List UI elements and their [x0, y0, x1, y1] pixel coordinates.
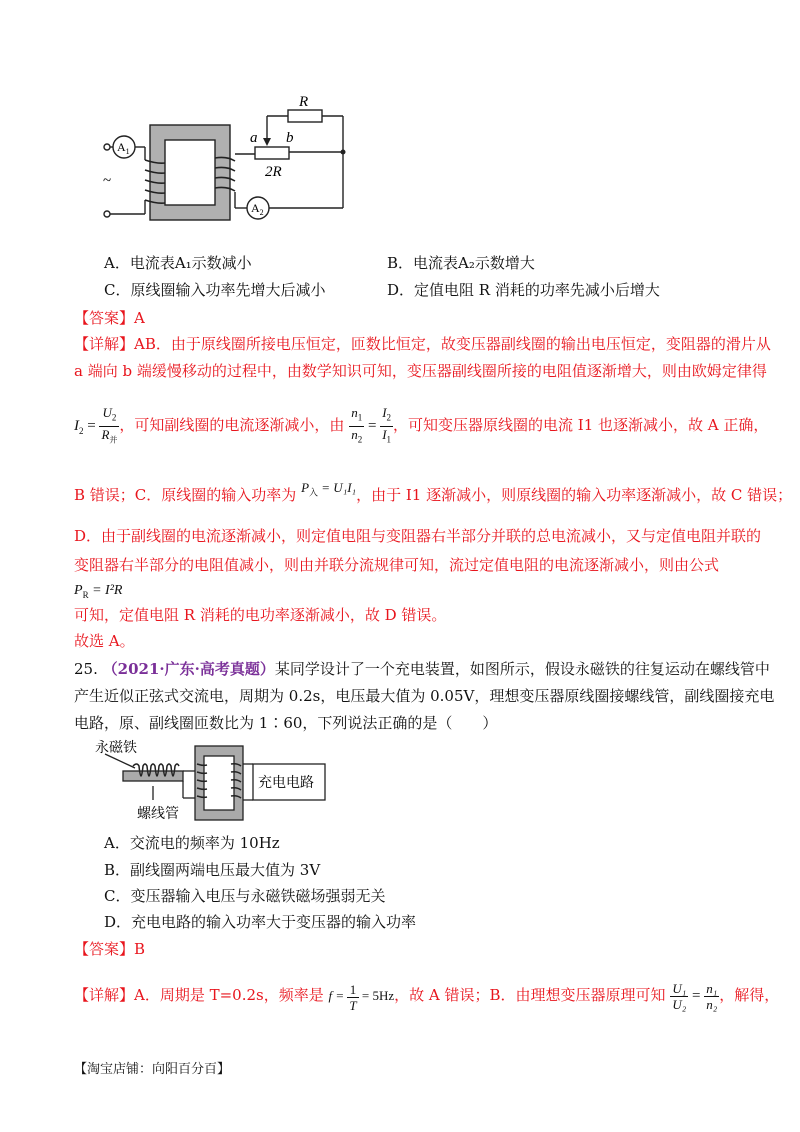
ohm-law-formula: $I_2$ = $\frac{U_2}{R_并}$: [74, 405, 118, 445]
q24-detail-line9: 故选 A。: [74, 632, 135, 650]
q24-detail-line5: D．由于副线圈的电流逐渐减小，则定值电阻与变阻器右半部分并联的总电流减小，又与定值电阻并联的: [74, 527, 762, 545]
q24-option-a[interactable]: A．电流表A₁示数减小: [104, 254, 252, 272]
label-charging-circuit: 充电电路: [258, 776, 314, 791]
label-solenoid: 螺线管: [137, 807, 179, 822]
q25-number: 25.: [74, 660, 98, 678]
q24-detail-line8: 可知，定值电阻 R 消耗的电功率逐渐减小，故 D 错误。: [74, 606, 447, 624]
label-b: b: [286, 130, 294, 146]
q25-option-a[interactable]: A．交流电的频率为 10Hz: [104, 834, 280, 852]
charging-device-figure: [95, 738, 355, 830]
label-a1: $A_1$: [117, 140, 130, 156]
q24-option-b[interactable]: B．电流表A₂示数增大: [387, 254, 535, 272]
q24-detail-line3: $I_2$ = $\frac{U_2}{R_并}$ ，可知副线圈的电流逐渐减小，由 $\frac{n_1}{n_2}$ = $\frac{I_2}{I_1}$ ，可知变压器原线圈的电流 I1 也逐渐减小，故 A 正确，: [74, 405, 769, 445]
q25-source: （2021·广东·高考真题）: [102, 660, 275, 678]
label-r-top: R: [299, 94, 309, 110]
turns-ratio-formula: $\frac{n_1}{n_2}$ = $\frac{I_2}{I_1}$: [351, 405, 392, 445]
q25-option-d[interactable]: D．充电电路的输入功率大于变压器的输入功率: [104, 913, 417, 931]
q24-option-d[interactable]: D．定值电阻 R 消耗的功率先减小后增大: [387, 281, 660, 299]
voltage-ratio-formula: $\frac{\text{U₁}}{\text{U₂}}$ = $\frac{\text{n₁}}{\text{n₂}}$: [672, 981, 718, 1013]
q24-option-c[interactable]: C．原线圈输入功率先增大后减小: [104, 281, 326, 299]
footer-shop: 【淘宝店铺：向阳百分百】: [74, 1062, 231, 1077]
q24-detail-line6: 变阻器右半部分的电阻值减小，则由并联分流规律可知，流过定值电阻的电流逐渐减小，则由公式: [74, 556, 720, 574]
label-a2: $A_2$: [251, 201, 264, 217]
label-magnet: 永磁铁: [95, 741, 137, 756]
q25-detail-line1: 【详解】A．周期是 T=0.2s，频率是 f = $\frac{1}{T}$ = 5Hz，故 A 错误；B．由理想变压器原理可知 $\frac{\text{U₁}}{\text{U₂}}$ = $\frac{\text{n₁}}{\text{n₂}}$ ，解得，: [74, 981, 780, 1013]
q25-stem-line1: 25. （2021·广东·高考真题）某同学设计了一个充电装置，如图所示，假设永磁铁的往复运动在螺线管中: [74, 660, 770, 678]
q24-detail-line1: 【详解】AB．由于原线圈所接电压恒定，匝数比恒定，故变压器副线圈的输出电压恒定，变阻器的滑片从: [74, 335, 771, 353]
q25-stem-line3: 电路，原、副线圈匝数比为 1∶60，下列说法正确的是（ ）: [74, 714, 498, 732]
frequency-formula: f = $\frac{1}{T}$ = 5Hz: [328, 981, 395, 1013]
q24-answer: 【答案】A: [74, 309, 145, 327]
q25-stem-line2: 产生近似正弦式交流电，周期为 0.2s，电压最大值为 0.05V，理想变压器原线圈接螺线管，副线圈接充电: [74, 687, 775, 705]
label-tilde: ~: [103, 173, 112, 189]
q24-detail-line4: B 错误；C．原线圈的输入功率为 $P_入 = U_1I_1$，由于 I1 逐渐减小，则原线圈的输入功率逐渐减小，故 C 错误；: [74, 480, 793, 504]
transformer-circuit-figure: [95, 92, 365, 232]
label-2r: 2R: [265, 164, 282, 180]
q25-option-c[interactable]: C．变压器输入电压与永磁铁磁场强弱无关: [104, 887, 386, 905]
q25-option-b[interactable]: B．副线圈两端电压最大值为 3V: [104, 861, 321, 879]
power-formula: $P_R = I^2R$: [74, 583, 123, 600]
label-a: a: [250, 130, 258, 146]
q25-answer: 【答案】B: [74, 940, 146, 958]
input-power-formula: $P_入 = U_1I_1$: [301, 480, 357, 498]
q24-detail-line2: a 端向 b 端缓慢移动的过程中，由数学知识可知，变压器副线圈所接的电阻值逐渐增大，则由欧姆定律得: [74, 362, 767, 380]
